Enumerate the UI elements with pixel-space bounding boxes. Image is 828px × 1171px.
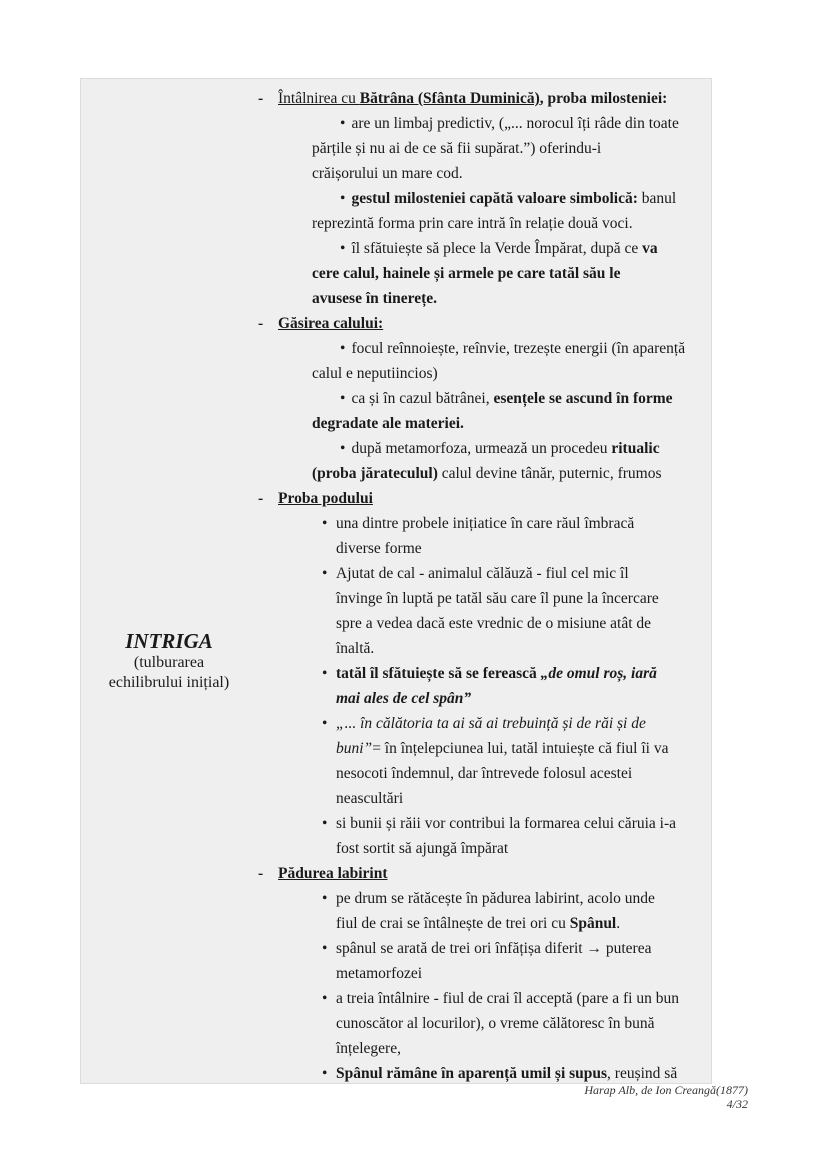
bullet-icon: • [340,240,346,257]
bullet-icon: • [340,390,346,407]
list-item: • „... în călătoria ta ai să ai trebuință și de răi și de buni”= în înțelepciunea lui, tatăl intuiește că fiul îi va nesocoti îndemnul, dar întrevede folosul acestei neascultări [322,711,712,811]
section-label [81,629,257,693]
list-item: • una dintre probele inițiatice în care răul îmbracă diverse forme [322,511,712,561]
list-item: • îl sfătuiește să plece la Verde Împărat, după ce va cere calul, hainele și armele pe care tatăl său le avusese în tinerețe. [312,236,712,311]
bullet-icon: • [322,1065,328,1082]
left-column [81,79,257,1083]
bullet-icon: • [340,340,346,357]
page-number: 4/32 [726,1097,748,1111]
intriga-title: INTRIGA [125,629,213,653]
list-item: • focul reînnoiește, reînvie, trezește energii (în aparență calul e neputiincios) [312,336,712,386]
source-citation: Harap Alb, de Ion Creangă(1877) [584,1083,748,1097]
dash-marker: - [258,865,264,882]
right-column: - Întâlnirea cu Bătrâna (Sfânta Duminică), proba milosteniei: • are un limbaj predictiv, („... norocul îți râde din toate părțile și nu ai de ce să fii supărat.”) oferindu-i crăișorului un mare cod. • gestul milosteniei capătă valoare simbolică: banul reprezintă forma prin care intră în relație două voci. • îl sfătuiește să plece la Verde Împărat, după ce va cere calul, hainele și armele pe care tatăl său le avusese în tinerețe. - Găsirea calului: • focul reînnoiește, reînvie, trezește energii (în aparență calul e neputiincios) • ca și în cazul bătrânei, esențele se ascund în forme degradate ale materiei. • după metamorfoza, urmează un procedeu ritualic (proba jărateculul) calul devine tânăr, puternic, frumos - Proba podului • una dintre probele inițiatice în care răul îmbracă diverse forme • Ajutat de cal - animalul călăuză - fiul cel mic îl învinge în luptă pe tatăl său care îl pune la încercare spre a vedea dacă este vrednic de o misiune atât de înaltă. • tatăl îl sfătuiește să se ferească „de omul roș, iară mai ales de cel spân” • „... în călătoria ta ai să ai trebuință și de răi și de buni”= în înțelepciunea lui, tatăl intuiește că fiul îi va nesocoti îndemnul, dar întrevede folosul acestei neascultări • si bunii și răii vor contribui la formarea celui căruia i-a fost sortit să ajungă împărat - Pădurea labirint • pe drum se rătăcește în pădurea labirint, acolo unde fiul de crai se întâlnește de trei ori cu Spânul. • spânul se arată de trei ori înfățișa diferit → puterea metamorfozei • a treia întâlnire - fiul de crai îl acceptă (pare a fi un bun cunoscător al locurilor), o vreme călătoresc în bună înțelegere, • Spânul rămâne în aparență umil și supus, reușind să [257,79,711,1083]
intriga-subtitle-line2: echilibrului inițial) [108,674,230,691]
list-item: • ca și în cazul bătrânei, esențele se ascund în forme degradate ale materiei. [312,386,712,436]
bullet-icon: • [322,940,328,957]
bullet-icon: • [340,115,346,132]
bullet-icon: • [322,515,328,532]
intriga-subtitle-line1: (tulburarea [133,654,205,671]
list-item: • Ajutat de cal - animalul călăuză - fiul cel mic îl învinge în luptă pe tatăl său care îl pune la încercare spre a vedea dacă este vrednic de o misiune atât de înaltă. [322,561,712,661]
content-table [80,78,712,1084]
list-item: • gestul milosteniei capătă valoare simbolică: banul reprezintă forma prin care intră în relație două voci. [312,186,712,236]
list-item: • tatăl îl sfătuiește să se ferească „de omul roș, iară mai ales de cel spân” [322,661,712,711]
list-item: • pe drum se rătăcește în pădurea labirint, acolo unde fiul de crai se întâlnește de trei ori cu Spânul. [322,886,712,936]
bullet-icon: • [322,715,328,732]
bullet-icon: • [322,990,328,1007]
list-item: • Spânul rămâne în aparență umil și supus, reușind să [322,1061,712,1086]
list-item: • are un limbaj predictiv, („... norocul îți râde din toate părțile și nu ai de ce să fii supărat.”) oferindu-i crăișorului un mare cod. [312,111,712,186]
dash-marker: - [258,90,264,107]
bullet-icon: • [340,190,346,207]
list-item: • si bunii și răii vor contribui la formarea celui căruia i-a fost sortit să ajungă împărat [322,811,712,861]
bullet-icon: • [322,565,328,582]
list-item: • spânul se arată de trei ori înfățișa diferit → puterea metamorfozei [322,936,712,986]
list-item: • a treia întâlnire - fiul de crai îl acceptă (pare a fi un bun cunoscător al locurilor), o vreme călătoresc în bună înțelegere, [322,986,712,1061]
bullet-icon: • [322,665,328,682]
dash-marker: - [258,315,264,332]
bullet-icon: • [340,440,346,457]
list-item: • după metamorfoza, urmează un procedeu ritualic (proba jărateculul) calul devine tânăr, puternic, frumos [312,436,712,486]
dash-marker: - [258,490,264,507]
page-footer [584,1083,748,1111]
bullet-icon: • [322,815,328,832]
bullet-icon: • [322,890,328,907]
